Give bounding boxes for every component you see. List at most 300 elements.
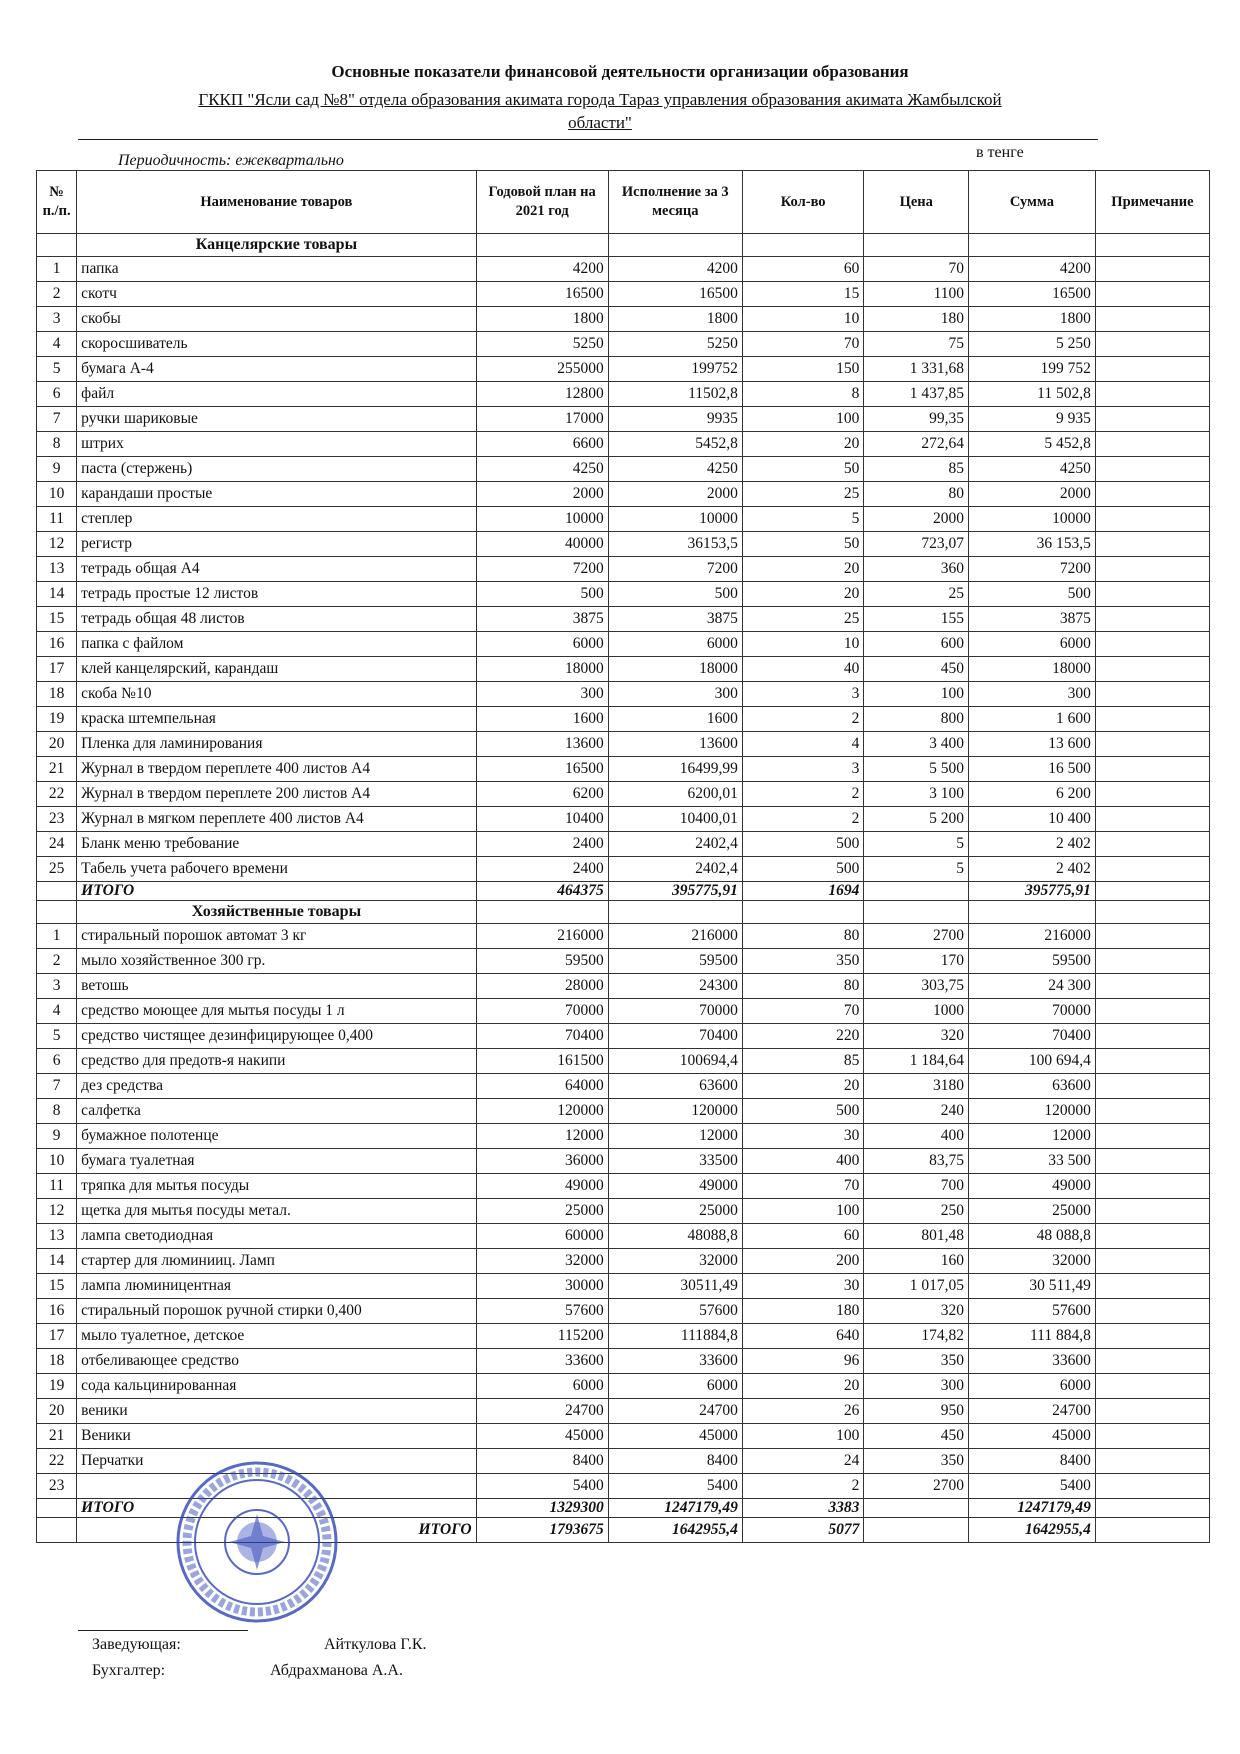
cell-note bbox=[1095, 1499, 1209, 1518]
cell-name: Журнал в твердом переплете 400 листов А4 bbox=[77, 757, 476, 782]
cell-price: 2700 bbox=[864, 1474, 969, 1499]
cell-empty bbox=[969, 234, 1096, 257]
cell-sum: 6000 bbox=[969, 1374, 1096, 1399]
cell-num: 8 bbox=[37, 432, 77, 457]
cell-exec: 2402,4 bbox=[608, 832, 742, 857]
table-row bbox=[37, 757, 1210, 782]
cell-exec: 5250 bbox=[608, 332, 742, 357]
cell-exec: 70000 bbox=[608, 999, 742, 1024]
cell-qty: 640 bbox=[742, 1324, 864, 1349]
cell-price: 100 bbox=[864, 682, 969, 707]
cell-sum: 4200 bbox=[969, 257, 1096, 282]
table-row bbox=[37, 1199, 1210, 1224]
table-row bbox=[37, 1399, 1210, 1424]
cell-price: 155 bbox=[864, 607, 969, 632]
cell-num: 15 bbox=[37, 607, 77, 632]
cell-name: клей канцелярский, карандаш bbox=[77, 657, 476, 682]
cell-name: краска штемпельная bbox=[77, 707, 476, 732]
cell-name: лампа люминицентная bbox=[77, 1274, 476, 1299]
table-header-row bbox=[37, 171, 1210, 234]
cell-plan: 40000 bbox=[476, 532, 608, 557]
cell-qty: 20 bbox=[742, 1074, 864, 1099]
cell-sum: 120000 bbox=[969, 1099, 1096, 1124]
cell-qty: 400 bbox=[742, 1149, 864, 1174]
cell-plan: 5400 bbox=[476, 1474, 608, 1499]
cell-plan: 24700 bbox=[476, 1399, 608, 1424]
table-row bbox=[37, 1074, 1210, 1099]
cell-plan: 6000 bbox=[476, 1374, 608, 1399]
cell-sum: 199 752 bbox=[969, 357, 1096, 382]
cell-plan: 45000 bbox=[476, 1424, 608, 1449]
cell-plan: 10400 bbox=[476, 807, 608, 832]
cell-note bbox=[1095, 432, 1209, 457]
cell-qty: 30 bbox=[742, 1124, 864, 1149]
cell-price: 450 bbox=[864, 657, 969, 682]
cell-name: скоба №10 bbox=[77, 682, 476, 707]
cell-num bbox=[37, 1518, 77, 1543]
cell-name: веники bbox=[77, 1399, 476, 1424]
cell-exec: 33500 bbox=[608, 1149, 742, 1174]
cell-name: степлер bbox=[77, 507, 476, 532]
cell-exec: 63600 bbox=[608, 1074, 742, 1099]
cell-price: 180 bbox=[864, 307, 969, 332]
table-row bbox=[37, 1424, 1210, 1449]
cell-num bbox=[37, 1499, 77, 1518]
cell-empty bbox=[864, 234, 969, 257]
cell-name: скотч bbox=[77, 282, 476, 307]
cell-sum: 10000 bbox=[969, 507, 1096, 532]
cell-exec: 2000 bbox=[608, 482, 742, 507]
cell-name: папка с файлом bbox=[77, 632, 476, 657]
cell-name: дез средства bbox=[77, 1074, 476, 1099]
cell-num: 3 bbox=[37, 307, 77, 332]
cell-sum: 5400 bbox=[969, 1474, 1096, 1499]
table-row bbox=[37, 307, 1210, 332]
cell-exec: 18000 bbox=[608, 657, 742, 682]
cell-plan: 8400 bbox=[476, 1449, 608, 1474]
cell-name: Журнал в твердом переплете 200 листов А4 bbox=[77, 782, 476, 807]
table-row bbox=[37, 1099, 1210, 1124]
cell-num: 5 bbox=[37, 357, 77, 382]
cell-name: ручки шариковые bbox=[77, 407, 476, 432]
cell-exec: 9935 bbox=[608, 407, 742, 432]
cell-note bbox=[1095, 382, 1209, 407]
table-row bbox=[37, 632, 1210, 657]
cell-sum: 13 600 bbox=[969, 732, 1096, 757]
cell-plan: 70400 bbox=[476, 1024, 608, 1049]
cell-note bbox=[1095, 949, 1209, 974]
table-row bbox=[37, 1274, 1210, 1299]
cell-price: 5 500 bbox=[864, 757, 969, 782]
cell-plan: 59500 bbox=[476, 949, 608, 974]
table-row bbox=[37, 1374, 1210, 1399]
cell-plan: 6000 bbox=[476, 632, 608, 657]
cell-price: 3 400 bbox=[864, 732, 969, 757]
cell-note bbox=[1095, 1049, 1209, 1074]
cell-plan: 1600 bbox=[476, 707, 608, 732]
cell-qty: 100 bbox=[742, 407, 864, 432]
cell-num: 6 bbox=[37, 1049, 77, 1074]
cell-note bbox=[1095, 732, 1209, 757]
cell-plan: 16500 bbox=[476, 282, 608, 307]
cell-qty: 70 bbox=[742, 332, 864, 357]
cell-note bbox=[1095, 557, 1209, 582]
cell-exec: 13600 bbox=[608, 732, 742, 757]
section-total-row bbox=[37, 882, 1210, 901]
cell-price: 400 bbox=[864, 1124, 969, 1149]
cell-sum: 10 400 bbox=[969, 807, 1096, 832]
table-row bbox=[37, 1349, 1210, 1374]
cell-price: 25 bbox=[864, 582, 969, 607]
cell-num: 11 bbox=[37, 507, 77, 532]
organization-name bbox=[100, 88, 1100, 134]
table-row bbox=[37, 999, 1210, 1024]
cell-note bbox=[1095, 757, 1209, 782]
section-header-row bbox=[37, 901, 1210, 924]
cell-price: 801,48 bbox=[864, 1224, 969, 1249]
table-row bbox=[37, 282, 1210, 307]
cell-note bbox=[1095, 1224, 1209, 1249]
cell-empty bbox=[1095, 234, 1209, 257]
cell-qty: 500 bbox=[742, 857, 864, 882]
table-row bbox=[37, 974, 1210, 999]
cell-num: 10 bbox=[37, 482, 77, 507]
cell-name: тетрадь простые 12 листов bbox=[77, 582, 476, 607]
cell-plan: 33600 bbox=[476, 1349, 608, 1374]
cell-exec: 10400,01 bbox=[608, 807, 742, 832]
cell-name: Бланк меню требование bbox=[77, 832, 476, 857]
cell-plan: 28000 bbox=[476, 974, 608, 999]
cell-sum: 70400 bbox=[969, 1024, 1096, 1049]
cell-exec: 120000 bbox=[608, 1099, 742, 1124]
cell-price: 1100 bbox=[864, 282, 969, 307]
organization-name-line1: ГККП "Ясли сад №8" отдела образования акимата города Тараз управления образования акимата Жамбылской bbox=[198, 90, 1002, 109]
cell-name: Журнал в мягком переплете 400 листов А4 bbox=[77, 807, 476, 832]
cell-sum: 7200 bbox=[969, 557, 1096, 582]
cell-sum: 4250 bbox=[969, 457, 1096, 482]
cell-qty: 500 bbox=[742, 832, 864, 857]
cell-sum: 30 511,49 bbox=[969, 1274, 1096, 1299]
cell-note bbox=[1095, 332, 1209, 357]
cell-qty: 26 bbox=[742, 1399, 864, 1424]
cell-note bbox=[1095, 1149, 1209, 1174]
cell-sum: 48 088,8 bbox=[969, 1224, 1096, 1249]
cell-sum: 25000 bbox=[969, 1199, 1096, 1224]
cell-exec: 4200 bbox=[608, 257, 742, 282]
cell-name: скоросшиватель bbox=[77, 332, 476, 357]
cell-exec: 1247179,49 bbox=[608, 1499, 742, 1518]
header-num: № п./п. bbox=[37, 171, 77, 234]
cell-name: бумага А-4 bbox=[77, 357, 476, 382]
cell-num: 11 bbox=[37, 1174, 77, 1199]
official-seal bbox=[175, 1460, 340, 1625]
cell-sum: 5 250 bbox=[969, 332, 1096, 357]
cell-exec: 45000 bbox=[608, 1424, 742, 1449]
cell-exec: 24700 bbox=[608, 1399, 742, 1424]
cell-note bbox=[1095, 1174, 1209, 1199]
cell-qty: 20 bbox=[742, 557, 864, 582]
table-row bbox=[37, 507, 1210, 532]
currency-label: в тенге bbox=[976, 144, 1024, 161]
cell-exec: 30511,49 bbox=[608, 1274, 742, 1299]
table-body bbox=[37, 234, 1210, 1543]
cell-sum: 3875 bbox=[969, 607, 1096, 632]
cell-sum: 70000 bbox=[969, 999, 1096, 1024]
cell-price: 5 bbox=[864, 832, 969, 857]
cell-name: сода кальцинированная bbox=[77, 1374, 476, 1399]
cell-price: 240 bbox=[864, 1099, 969, 1124]
cell-exec: 199752 bbox=[608, 357, 742, 382]
cell-note bbox=[1095, 532, 1209, 557]
cell-note bbox=[1095, 307, 1209, 332]
cell-price: 160 bbox=[864, 1249, 969, 1274]
cell-note bbox=[1095, 632, 1209, 657]
cell-num: 23 bbox=[37, 807, 77, 832]
cell-price: 75 bbox=[864, 332, 969, 357]
cell-empty bbox=[476, 234, 608, 257]
cell-note bbox=[1095, 482, 1209, 507]
signature-role: Заведующая: bbox=[92, 1636, 181, 1653]
cell-num: 1 bbox=[37, 924, 77, 949]
cell-num: 13 bbox=[37, 1224, 77, 1249]
cell-name: салфетка bbox=[77, 1099, 476, 1124]
cell-qty: 180 bbox=[742, 1299, 864, 1324]
cell-num: 8 bbox=[37, 1099, 77, 1124]
cell-sum: 8400 bbox=[969, 1449, 1096, 1474]
table-row bbox=[37, 807, 1210, 832]
cell-price: 450 bbox=[864, 1424, 969, 1449]
cell-plan: 3875 bbox=[476, 607, 608, 632]
cell-note bbox=[1095, 807, 1209, 832]
table-row bbox=[37, 607, 1210, 632]
cell-exec: 8400 bbox=[608, 1449, 742, 1474]
cell-num: 14 bbox=[37, 582, 77, 607]
cell-num: 23 bbox=[37, 1474, 77, 1499]
cell-qty: 25 bbox=[742, 607, 864, 632]
cell-note bbox=[1095, 1449, 1209, 1474]
cell-num: 20 bbox=[37, 1399, 77, 1424]
cell-num: 13 bbox=[37, 557, 77, 582]
cell-price: 2700 bbox=[864, 924, 969, 949]
cell-plan: 5250 bbox=[476, 332, 608, 357]
cell-name: бумага туалетная bbox=[77, 1149, 476, 1174]
cell-exec: 6000 bbox=[608, 632, 742, 657]
table-row bbox=[37, 1299, 1210, 1324]
cell-num: 16 bbox=[37, 1299, 77, 1324]
cell-name: мыло туалетное, детское bbox=[77, 1324, 476, 1349]
cell-qty: 60 bbox=[742, 1224, 864, 1249]
cell-note bbox=[1095, 1349, 1209, 1374]
cell-qty: 2 bbox=[742, 807, 864, 832]
cell-note bbox=[1095, 407, 1209, 432]
table-row bbox=[37, 924, 1210, 949]
cell-sum: 216000 bbox=[969, 924, 1096, 949]
cell-plan: 4250 bbox=[476, 457, 608, 482]
section-title: Канцелярские товары bbox=[77, 234, 476, 257]
cell-exec: 1642955,4 bbox=[608, 1518, 742, 1543]
cell-num: 21 bbox=[37, 1424, 77, 1449]
cell-plan: 1329300 bbox=[476, 1499, 608, 1518]
cell-plan: 4200 bbox=[476, 257, 608, 282]
cell-price: 1 331,68 bbox=[864, 357, 969, 382]
cell-plan: 120000 bbox=[476, 1099, 608, 1124]
cell-note bbox=[1095, 282, 1209, 307]
cell-qty: 100 bbox=[742, 1424, 864, 1449]
cell-price: 320 bbox=[864, 1299, 969, 1324]
cell-exec: 216000 bbox=[608, 924, 742, 949]
cell-num: 14 bbox=[37, 1249, 77, 1274]
cell-qty: 20 bbox=[742, 1374, 864, 1399]
cell-num: 12 bbox=[37, 1199, 77, 1224]
cell-price: 80 bbox=[864, 482, 969, 507]
header-note: Примечание bbox=[1095, 171, 1209, 234]
cell-sum: 45000 bbox=[969, 1424, 1096, 1449]
cell-qty: 30 bbox=[742, 1274, 864, 1299]
cell-plan: 16500 bbox=[476, 757, 608, 782]
cell-note bbox=[1095, 582, 1209, 607]
table-row bbox=[37, 1324, 1210, 1349]
cell-price: 3180 bbox=[864, 1074, 969, 1099]
cell-sum: 49000 bbox=[969, 1174, 1096, 1199]
cell-name: отбеливающее средство bbox=[77, 1349, 476, 1374]
cell-num bbox=[37, 234, 77, 257]
cell-note bbox=[1095, 1518, 1209, 1543]
cell-name: Пленка для ламинирования bbox=[77, 732, 476, 757]
cell-price: 5 200 bbox=[864, 807, 969, 832]
cell-plan: 6200 bbox=[476, 782, 608, 807]
cell-exec: 5400 bbox=[608, 1474, 742, 1499]
cell-empty bbox=[742, 234, 864, 257]
cell-plan: 500 bbox=[476, 582, 608, 607]
cell-num: 2 bbox=[37, 282, 77, 307]
section-header-row bbox=[37, 234, 1210, 257]
cell-num: 2 bbox=[37, 949, 77, 974]
cell-sum: 63600 bbox=[969, 1074, 1096, 1099]
cell-note bbox=[1095, 1374, 1209, 1399]
cell-plan: 25000 bbox=[476, 1199, 608, 1224]
signature-name: Айткулова Г.К. bbox=[324, 1636, 427, 1653]
cell-price: 99,35 bbox=[864, 407, 969, 432]
cell-exec: 11502,8 bbox=[608, 382, 742, 407]
cell-sum: 1642955,4 bbox=[969, 1518, 1096, 1543]
cell-note bbox=[1095, 857, 1209, 882]
cell-exec: 12000 bbox=[608, 1124, 742, 1149]
cell-qty: 2 bbox=[742, 782, 864, 807]
cell-name: лампа светодиодная bbox=[77, 1224, 476, 1249]
cell-name: мыло хозяйственное 300 гр. bbox=[77, 949, 476, 974]
cell-total-label: ИТОГО bbox=[77, 1518, 476, 1543]
indicators-table bbox=[36, 170, 1210, 1543]
cell-exec: 70400 bbox=[608, 1024, 742, 1049]
cell-empty bbox=[608, 234, 742, 257]
cell-name: папка bbox=[77, 257, 476, 282]
cell-plan: 18000 bbox=[476, 657, 608, 682]
cell-num: 3 bbox=[37, 974, 77, 999]
cell-qty: 50 bbox=[742, 532, 864, 557]
cell-num: 1 bbox=[37, 257, 77, 282]
cell-price: 3 100 bbox=[864, 782, 969, 807]
cell-qty: 50 bbox=[742, 457, 864, 482]
cell-name: стиральный порошок автомат 3 кг bbox=[77, 924, 476, 949]
cell-empty bbox=[742, 901, 864, 924]
table-row bbox=[37, 557, 1210, 582]
cell-sum: 11 502,8 bbox=[969, 382, 1096, 407]
cell-price: 170 bbox=[864, 949, 969, 974]
cell-plan: 30000 bbox=[476, 1274, 608, 1299]
cell-qty: 4 bbox=[742, 732, 864, 757]
cell-sum: 57600 bbox=[969, 1299, 1096, 1324]
cell-plan: 32000 bbox=[476, 1249, 608, 1274]
cell-sum: 6000 bbox=[969, 632, 1096, 657]
cell-note bbox=[1095, 924, 1209, 949]
cell-num: 7 bbox=[37, 1074, 77, 1099]
header-exec: Исполнение за 3 месяца bbox=[608, 171, 742, 234]
cell-sum: 33 500 bbox=[969, 1149, 1096, 1174]
cell-price: 350 bbox=[864, 1349, 969, 1374]
cell-plan: 60000 bbox=[476, 1224, 608, 1249]
cell-note bbox=[1095, 974, 1209, 999]
cell-empty bbox=[969, 901, 1096, 924]
table-row bbox=[37, 1174, 1210, 1199]
cell-total-label: ИТОГО bbox=[77, 882, 476, 901]
cell-qty: 3 bbox=[742, 682, 864, 707]
cell-sum: 5 452,8 bbox=[969, 432, 1096, 457]
header-sum: Сумма bbox=[969, 171, 1096, 234]
cell-plan: 161500 bbox=[476, 1049, 608, 1074]
cell-price: 360 bbox=[864, 557, 969, 582]
cell-note bbox=[1095, 707, 1209, 732]
cell-name: скобы bbox=[77, 307, 476, 332]
cell-name: Табель учета рабочего времени bbox=[77, 857, 476, 882]
cell-num: 12 bbox=[37, 532, 77, 557]
cell-exec: 1600 bbox=[608, 707, 742, 732]
cell-num: 22 bbox=[37, 1449, 77, 1474]
cell-plan: 10000 bbox=[476, 507, 608, 532]
cell-qty: 25 bbox=[742, 482, 864, 507]
cell-qty: 100 bbox=[742, 1199, 864, 1224]
cell-empty bbox=[608, 901, 742, 924]
cell-qty: 10 bbox=[742, 632, 864, 657]
cell-price: 70 bbox=[864, 257, 969, 282]
cell-num: 21 bbox=[37, 757, 77, 782]
table-row bbox=[37, 832, 1210, 857]
cell-price bbox=[864, 1518, 969, 1543]
cell-num: 10 bbox=[37, 1149, 77, 1174]
cell-note bbox=[1095, 607, 1209, 632]
header-price: Цена bbox=[864, 171, 969, 234]
cell-sum: 2 402 bbox=[969, 857, 1096, 882]
cell-empty bbox=[1095, 901, 1209, 924]
cell-name: стиральный порошок ручной стирки 0,400 bbox=[77, 1299, 476, 1324]
table-row bbox=[37, 949, 1210, 974]
cell-note bbox=[1095, 257, 1209, 282]
cell-num: 9 bbox=[37, 1124, 77, 1149]
cell-exec: 300 bbox=[608, 682, 742, 707]
periodicity-label: Периодичность: ежеквартально bbox=[118, 152, 344, 169]
table-row bbox=[37, 1249, 1210, 1274]
table-row bbox=[37, 682, 1210, 707]
cell-qty: 80 bbox=[742, 974, 864, 999]
cell-note bbox=[1095, 457, 1209, 482]
cell-plan: 300 bbox=[476, 682, 608, 707]
cell-num: 17 bbox=[37, 657, 77, 682]
cell-sum: 16500 bbox=[969, 282, 1096, 307]
cell-sum: 24 300 bbox=[969, 974, 1096, 999]
cell-num bbox=[37, 882, 77, 901]
cell-empty bbox=[476, 901, 608, 924]
cell-plan: 70000 bbox=[476, 999, 608, 1024]
cell-exec: 16499,99 bbox=[608, 757, 742, 782]
